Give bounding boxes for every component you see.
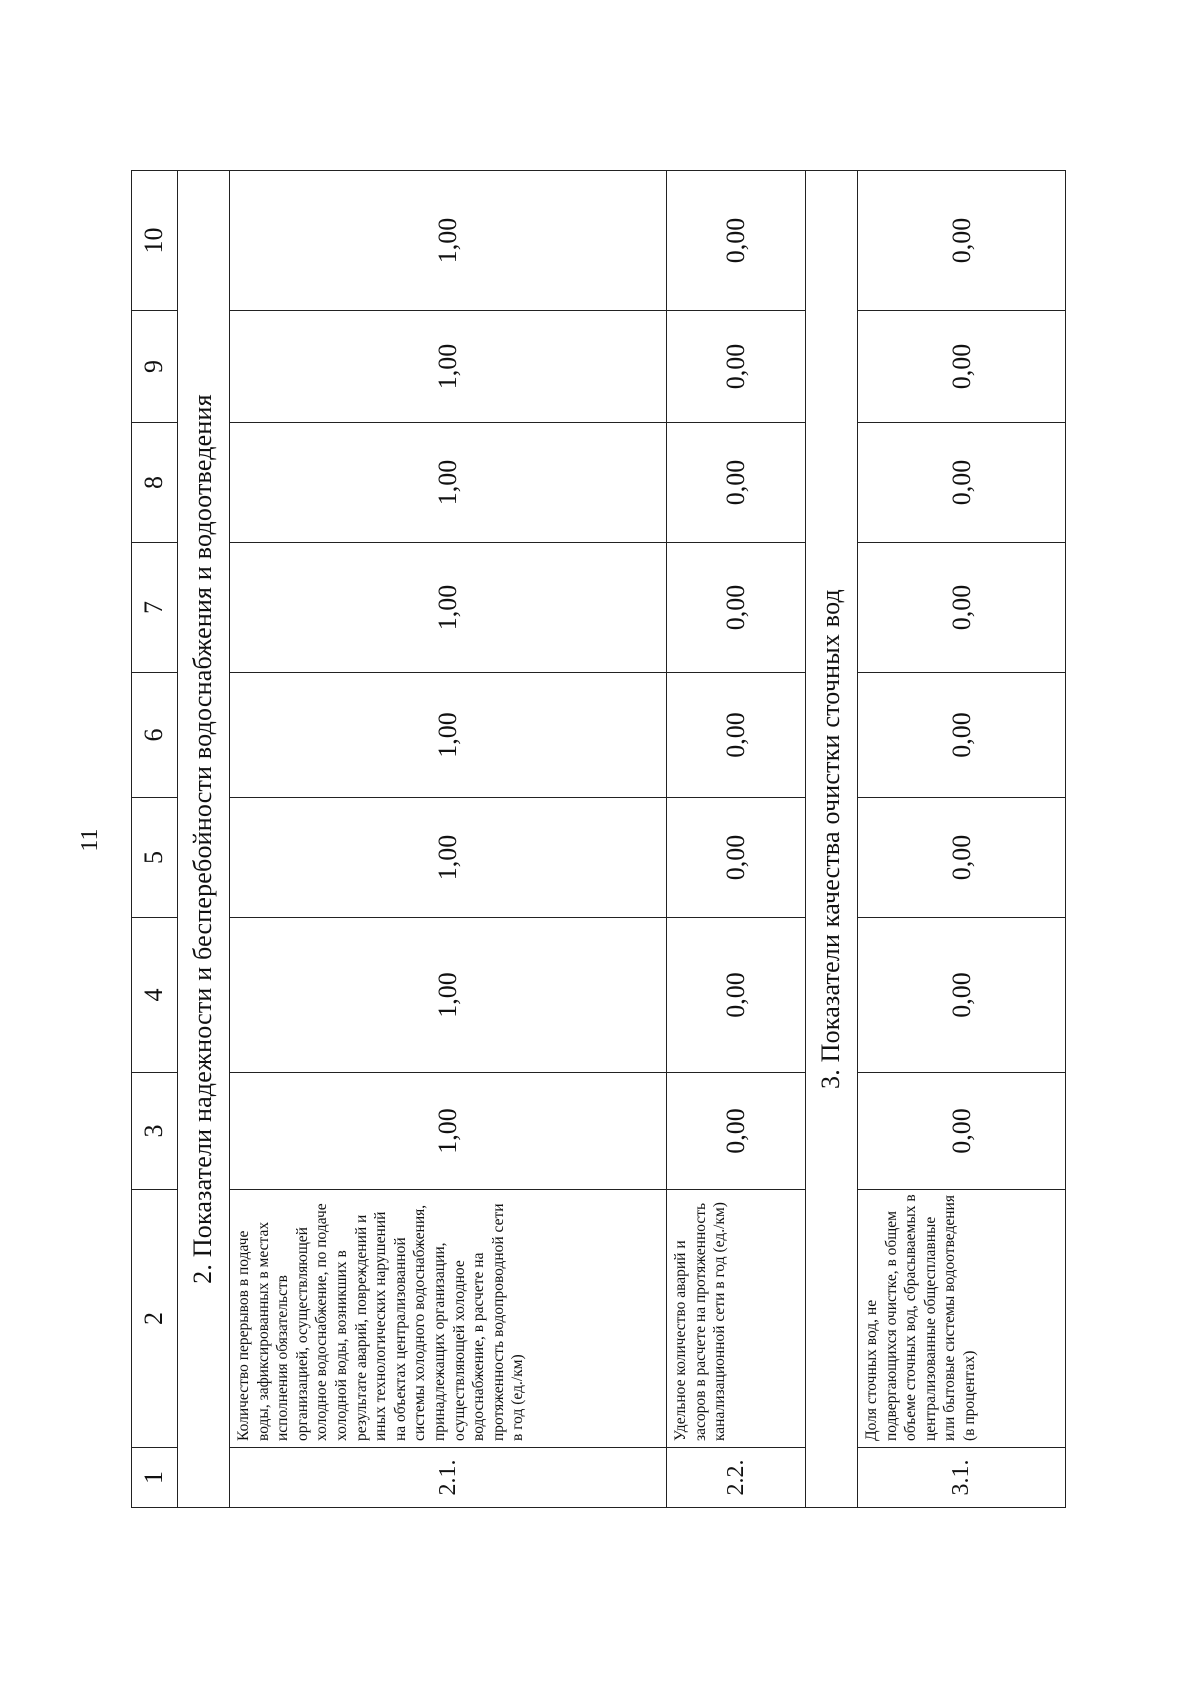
- value-cell: 1,00: [230, 798, 667, 918]
- value-cell: 0,00: [858, 918, 1066, 1073]
- row-description: Доля сточных вод, не подвергающихся очистке, в общем объеме сточных вод, сбрасываемых в централизованные общесплавные или бытовые системы водоотведения (в процентах): [858, 1190, 1066, 1448]
- value-cell: 1,00: [230, 543, 667, 673]
- column-header: 10: [132, 171, 178, 311]
- value-cell: 0,00: [858, 1073, 1066, 1190]
- column-header: 1: [132, 1448, 178, 1508]
- value-cell: 1,00: [230, 673, 667, 798]
- value-cell: 0,00: [858, 171, 1066, 311]
- section-title-row: [177, 171, 229, 1508]
- table-row: [858, 171, 1066, 1508]
- value-cell: 0,00: [858, 311, 1066, 423]
- value-cell: 0,00: [667, 673, 806, 798]
- value-cell: 1,00: [230, 918, 667, 1073]
- section-title: 3. Показатели качества очистки сточных вод: [805, 171, 857, 1508]
- column-header-row: [132, 171, 178, 1508]
- column-header: 8: [132, 423, 178, 543]
- column-header: 7: [132, 543, 178, 673]
- value-cell: 0,00: [667, 918, 806, 1073]
- value-cell: 0,00: [667, 543, 806, 673]
- column-header: 4: [132, 918, 178, 1073]
- indicators-table-sheet: [131, 171, 1066, 1508]
- table-row: [667, 171, 806, 1508]
- value-cell: 1,00: [230, 423, 667, 543]
- indicators-table: [131, 170, 1066, 1508]
- value-cell: 0,00: [858, 798, 1066, 918]
- row-number: 3.1.: [858, 1448, 1066, 1508]
- value-cell: 0,00: [858, 673, 1066, 798]
- value-cell: 0,00: [667, 311, 806, 423]
- value-cell: 1,00: [230, 1073, 667, 1190]
- section-title-row: [805, 171, 857, 1508]
- value-cell: 0,00: [667, 798, 806, 918]
- value-cell: 0,00: [667, 1073, 806, 1190]
- table-row: [230, 171, 667, 1508]
- value-cell: 0,00: [667, 171, 806, 311]
- value-cell: 0,00: [667, 423, 806, 543]
- value-cell: 1,00: [230, 311, 667, 423]
- column-header: 2: [132, 1190, 178, 1448]
- column-header: 6: [132, 673, 178, 798]
- column-header: 9: [132, 311, 178, 423]
- section-title: 2. Показатели надежности и бесперебойности водоснабжения и водоотведения: [177, 171, 229, 1508]
- column-header: 5: [132, 798, 178, 918]
- value-cell: 1,00: [230, 171, 667, 311]
- value-cell: 0,00: [858, 423, 1066, 543]
- page-number: 11: [77, 828, 103, 852]
- value-cell: 0,00: [858, 543, 1066, 673]
- column-header: 3: [132, 1073, 178, 1190]
- row-number: 2.1.: [230, 1448, 667, 1508]
- row-description: Удельное количество аварий и засоров в расчете на протяженность канализационной сети в год (ед./км): [667, 1190, 806, 1448]
- row-description: Количество перерывов в подаче воды, зафиксированных в местах исполнения обязательств организацией, осуществляющей холодное водоснабжение, по подаче холодной воды, возникших в результате аварий, повреждений и иных технологических нарушений на объектах централизованной системы холодного водоснабжения, принадлежащих организации, осуществляющей холодное водоснабжение, в расчете на протяженность водопроводной сети в год (ед./км): [230, 1190, 667, 1448]
- row-number: 2.2.: [667, 1448, 806, 1508]
